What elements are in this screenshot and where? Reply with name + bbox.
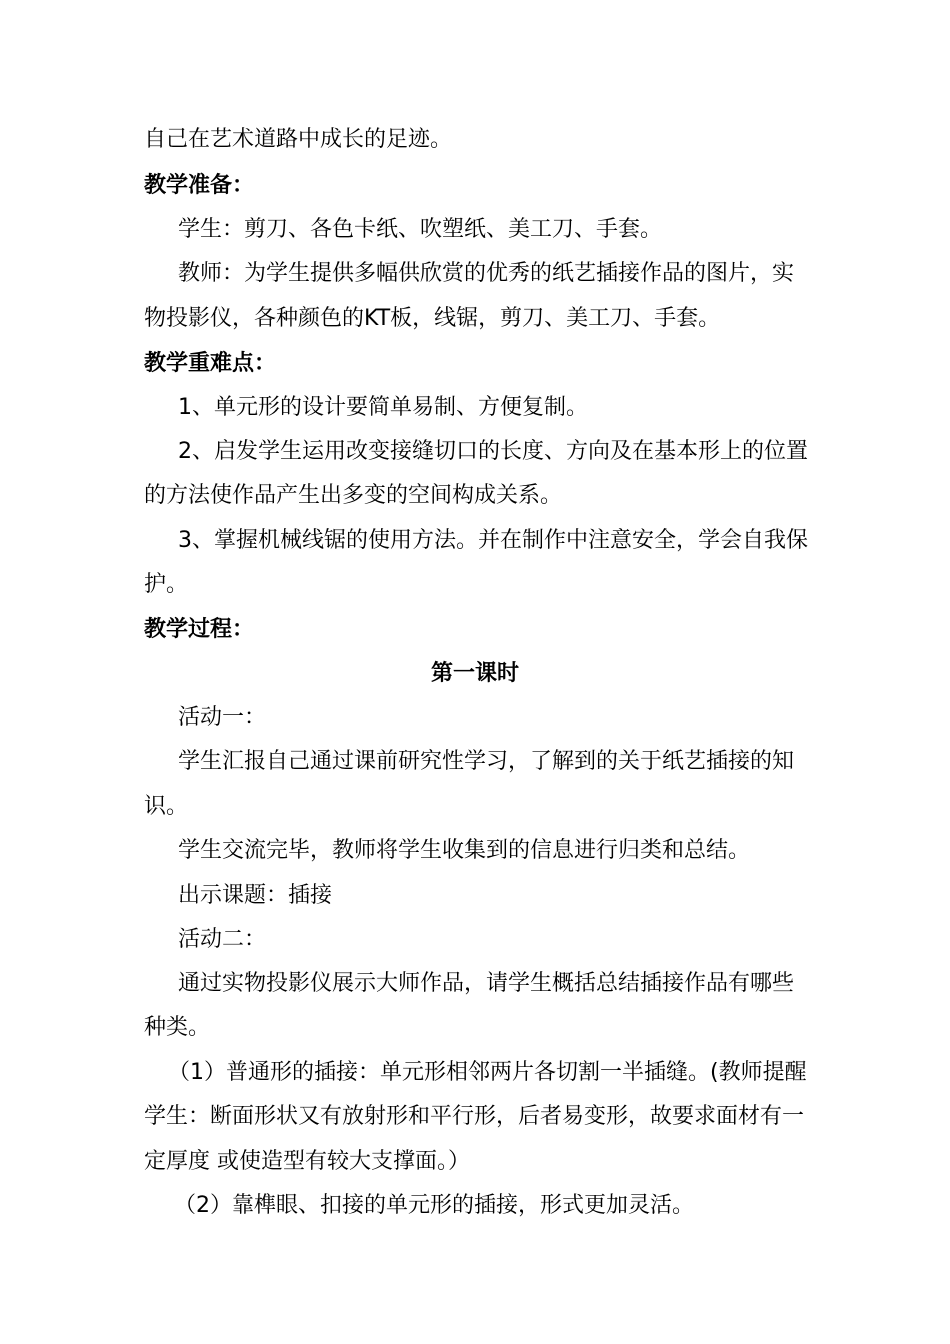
text-line: 通过实物投影仪展示大师作品，请学生概括总结插接作品有哪些 [178, 971, 795, 996]
text-line: （1）普通形的插接：单元形相邻两片各切割一半插缝。(教师提醒 [168, 1060, 807, 1085]
text-line: 自己在艺术道路中成长的足迹。 [144, 127, 453, 152]
text-line: 护。 [144, 572, 189, 597]
lesson-title: 第一课时 [430, 661, 519, 686]
text-line: 3、掌握机械线锯的使用方法。并在制作中注意安全，学会自我保 [178, 528, 808, 553]
text-line: 学生交流完毕，教师将学生收集到的信息进行归类和总结。 [178, 838, 751, 863]
section-heading-process: 教学过程： [144, 617, 255, 642]
text-line: 的方法使作品产生出多变的空间构成关系。 [144, 483, 563, 508]
text-line: 教师：为学生提供多幅供欣赏的优秀的纸艺插接作品的图片，实 [178, 261, 795, 286]
text-line: 2、启发学生运用改变接缝切口的长度、方向及在基本形上的位置 [178, 439, 808, 464]
section-heading-key-points: 教学重难点： [144, 351, 277, 376]
text-line: 学生：剪刀、各色卡纸、吹塑纸、美工刀、手套。 [178, 217, 663, 242]
section-heading-preparation: 教学准备： [144, 173, 255, 198]
text-line: 物投影仪，各种颜色的KT板，线锯，剪刀、美工刀、手套。 [144, 306, 721, 331]
text-line: 学生汇报自己通过课前研究性学习，了解到的关于纸艺插接的知 [178, 749, 795, 774]
text-line: 识。 [144, 794, 189, 819]
text-line: 活动二： [178, 927, 267, 952]
text-line: 出示课题：插接 [178, 883, 333, 908]
text-line: 定厚度 或使造型有较大支撑面。） [144, 1149, 470, 1174]
text-line: 种类。 [144, 1015, 211, 1040]
text-line: （2）靠榫眼、扣接的单元形的插接，形式更加灵活。 [174, 1193, 694, 1218]
text-line: 1、单元形的设计要简单易制、方便复制。 [178, 395, 588, 420]
text-line: 学生：断面形状又有放射形和平行形，后者易变形，故要求面材有一 [144, 1104, 805, 1129]
text-line: 活动一： [178, 705, 267, 730]
